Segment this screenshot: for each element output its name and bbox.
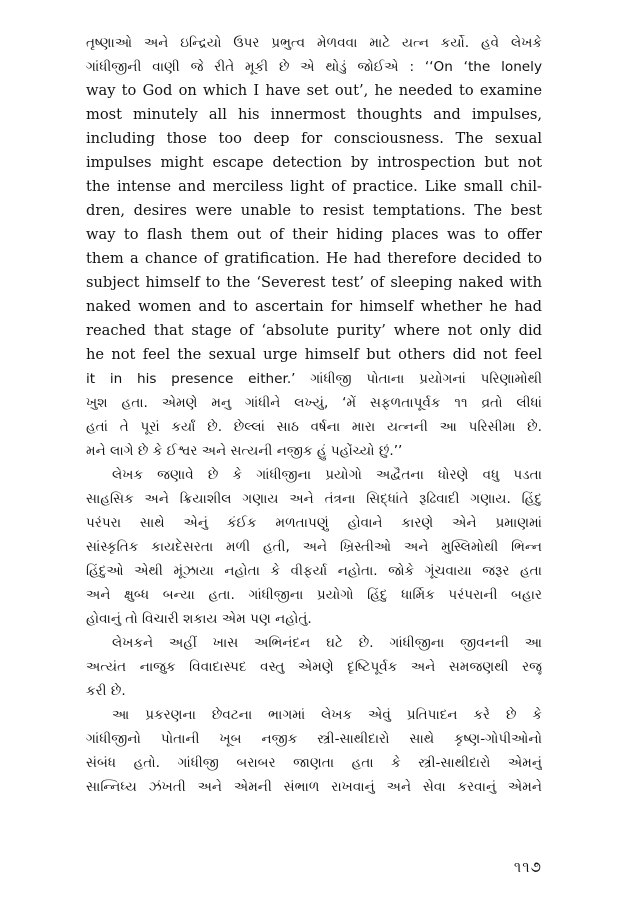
text-line-15: it in his presence either.’ ગાંધીજી પોતાના પ્રયોગનાં પરિણામોથી	[86, 371, 542, 387]
text-line-14: he not feel the sexual urge himself but others did not feel	[86, 346, 542, 363]
text-line-8: dren, desires were unable to resist temptations. The best	[86, 202, 542, 219]
text-line-2: ગાંધીજીની વાણી જે રીતે મૂકી છે એ થોડું જોઈએ : ‘‘On ‘the lonely	[86, 59, 542, 75]
text-line-27: અત્યંત નાજુક વિવાદાસ્પદ વસ્તુ એમણે દૃષ્ટિપૂર્વક અને સમજણથી રજૂ	[86, 659, 542, 675]
text-line-10: them a chance of gratification. He had therefore decided to	[86, 250, 542, 267]
text-line-6: impulses might escape detection by introspection but not	[86, 154, 542, 171]
text-line-7: the intense and merciless light of practice. Like small chil-	[86, 178, 542, 195]
text-line-28: કરી છે.	[86, 683, 126, 699]
text-line-12: naked women and to ascertain for himself whether he had	[86, 298, 542, 315]
text-line-9: way to flash them out of their hiding places was to offer	[86, 226, 542, 243]
text-line-4: most minutely all his innermost thoughts and impulses,	[86, 106, 542, 123]
text-line-24: અને ક્ષુબ્ધ બન્યા હતા. ગાંધીજીના પ્રયોગો હિંદુ ધાર્મિક પરંપરાની બહાર	[86, 587, 542, 603]
text-line-5: including those too deep for consciousness. The sexual	[86, 130, 542, 147]
text-line-21: પરંપરા સાથે એનું કંઈક મળતાપણું હોવાને કારણે એને પ્રમાણમાં	[86, 515, 542, 531]
text-line-29: આ પ્રકરણના છેવટના ભાગમાં લેખક એવું પ્રતિપાદન કરે છે કે	[112, 707, 542, 723]
body-text	[86, 31, 542, 799]
text-line-30: ગાંધીજીનો પોતાની ખૂબ નજીક સ્ત્રી-સાથીદારો સાથે કૃષ્ણ-ગોપીઓનો	[86, 731, 542, 747]
page-number: ૧૧૭	[513, 858, 542, 876]
text-line-31: સંબંધ હતો. ગાંધીજી બરાબર જાણતા હતા કે સ્ત્રી-સાથીદારો એમનું	[86, 755, 542, 771]
text-line-16: ખુશ હતા. એમણે મનુ ગાંધીને લખ્યું, ‘મેં સફળતાપૂર્વક ૧૧ વ્રતો લીધાં	[86, 395, 542, 411]
text-line-17: હતાં તે પૂરાં કર્યાં છે. છેલ્લાં સાઠ વર્ષના મારા યત્નની આ પરિસીમા છે.	[86, 419, 542, 435]
text-line-18: મને લાગે છે કે ઈશ્વર અને સત્યની નજીક હું પહોંચ્યો છું.’’	[86, 443, 403, 459]
text-line-25: હોવાનું તો વિચારી શકાય એમ પણ નહોતું.	[86, 611, 312, 627]
text-line-3: way to God on which I have set out’, he needed to examine	[86, 82, 542, 99]
text-line-1: તૃષ્ણાઓ અને ઇન્દ્રિયો ઉપર પ્રભુત્વ મેળવવા માટે યત્ન કર્યો. હવે લેખકે	[86, 35, 542, 51]
text-line-26: લેખકને અહીં ખાસ અભિનંદન ઘટે છે. ગાંધીજીના જીવનની આ	[112, 635, 542, 651]
text-line-22: સાંસ્કૃતિક કાયદેસરતા મળી હતી, અને ખ્રિસ્તીઓ અને મુસ્લિમોથી ભિન્ન	[86, 539, 542, 555]
text-line-20: સાહસિક અને ક્રિયાશીલ ગણાય અને તંત્રના સિદ્ધાંતે રૂઢિવાદી ગણાય. હિંદુ	[86, 491, 542, 507]
text-line-19: લેખક જણાવે છે કે ગાંધીજીના પ્રયોગો અદ્વૈતના ધોરણે વધુ પડતા	[112, 467, 542, 483]
text-line-32: સાન્નિધ્ય ઝંખતી અને એમની સંભાળ રાખવાનું અને સેવા કરવાનું એમને	[86, 779, 542, 795]
text-line-23: હિંદુઓ એથી મૂંઝાયા નહોતા કે વીફર્યા નહોતા. જોકે ગૂંચવાયા જરૂર હતા	[86, 563, 542, 579]
text-line-11: subject himself to the ‘Severest test’ of sleeping naked with	[86, 274, 542, 291]
text-line-13: reached that stage of ‘absolute purity’ where not only did	[86, 322, 542, 339]
